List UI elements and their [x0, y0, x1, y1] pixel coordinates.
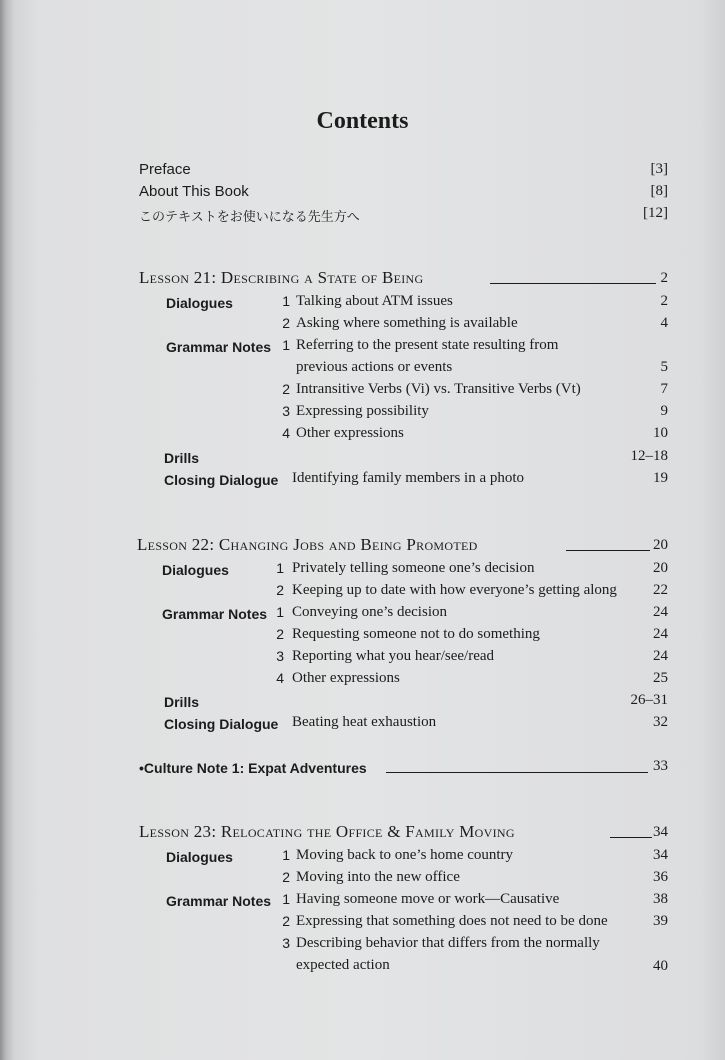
toc-entry-page: 10	[653, 425, 668, 441]
toc-entry: Reporting what you hear/see/read	[292, 648, 495, 664]
toc-teachers-note: このテキストをお使いになる先生方へ	[139, 210, 360, 225]
item-number: 2	[276, 582, 284, 598]
toc-entry: Other expressions	[296, 425, 404, 441]
lesson-23-heading: Lesson 23: Relocating the Office & Family Moving	[139, 822, 515, 841]
culture-note-page: 33	[653, 758, 668, 774]
toc-entry-page: 20	[653, 560, 668, 576]
item-number: 3	[282, 935, 290, 951]
toc-entry: Intransitive Verbs (Vi) vs. Transitive Verbs (Vt)	[296, 381, 581, 397]
toc-entry: Beating heat exhaustion	[292, 714, 437, 730]
section-label: Closing Dialogue	[164, 716, 279, 732]
toc-entry-page: 25	[653, 670, 668, 686]
culture-note: •Culture Note 1: Expat Adventures	[139, 760, 367, 776]
item-number: 1	[282, 847, 290, 863]
toc-entry-page: 39	[653, 913, 668, 929]
item-number: 2	[282, 869, 290, 885]
lesson-23-page: 34	[653, 824, 668, 840]
toc-entry-page: 2	[660, 293, 668, 309]
item-number: 4	[276, 670, 284, 686]
item-number: 3	[276, 648, 284, 664]
item-number: 1	[282, 293, 290, 309]
toc-entry: Moving into the new office	[296, 869, 460, 885]
toc-entry-page: 26–31	[630, 692, 668, 708]
toc-entry-page: 19	[653, 470, 668, 486]
toc-preface-page: [3]	[650, 161, 668, 177]
item-number: 1	[276, 604, 284, 620]
toc-entry: Expressing that something does not need to be done	[296, 913, 608, 929]
toc-entry-page: 38	[653, 891, 668, 907]
toc-entry: Talking about ATM issues	[296, 293, 453, 309]
lesson-22-page: 20	[653, 537, 668, 553]
item-number: 2	[282, 913, 290, 929]
item-number: 1	[282, 891, 290, 907]
toc-entry-page: 9	[660, 403, 668, 419]
toc-entry-continued: expected action	[296, 957, 390, 973]
section-label: Dialogues	[166, 295, 233, 311]
toc-entry-page: 34	[653, 847, 668, 863]
section-label: Closing Dialogue	[164, 472, 279, 488]
toc-teachers-note-page: [12]	[643, 205, 668, 221]
toc-entry: Having someone move or work—Causative	[296, 891, 560, 907]
lesson-21-heading: Lesson 21: Describing a State of Being	[139, 268, 424, 287]
toc-entry: Describing behavior that differs from the normally	[296, 935, 600, 951]
toc-entry-page: 24	[653, 604, 668, 620]
item-number: 3	[282, 403, 290, 419]
toc-entry-continued: previous actions or events	[296, 359, 453, 375]
toc-entry-page: 4	[660, 315, 668, 331]
toc-preface: Preface	[139, 161, 191, 178]
toc-entry-page: 24	[653, 648, 668, 664]
toc-entry: Asking where something is available	[296, 315, 518, 331]
lesson-21-page: 2	[660, 270, 668, 286]
section-label: Dialogues	[162, 562, 229, 578]
toc-entry: Other expressions	[292, 670, 400, 686]
lesson-22-heading: Lesson 22: Changing Jobs and Being Promoted	[137, 535, 478, 554]
section-label: Dialogues	[166, 849, 233, 865]
leader-line	[566, 550, 650, 551]
item-number: 2	[282, 315, 290, 331]
toc-about: About This Book	[139, 183, 249, 200]
section-label: Grammar Notes	[166, 893, 272, 909]
toc-entry-page: 22	[653, 582, 668, 598]
toc-entry: Referring to the present state resulting from	[296, 337, 559, 353]
item-number: 2	[282, 381, 290, 397]
toc-entry: Identifying family members in a photo	[292, 470, 525, 486]
toc-entry: Moving back to one’s home country	[296, 847, 514, 863]
page-title: Contents	[316, 108, 409, 134]
toc-entry-page: 32	[653, 714, 668, 730]
toc-about-page: [8]	[650, 183, 668, 199]
toc-entry-page: 36	[653, 869, 668, 885]
toc-entry-page: 12–18	[630, 448, 668, 464]
section-label: Grammar Notes	[162, 606, 268, 622]
toc-entry: Keeping up to date with how everyone’s getting along	[292, 582, 617, 598]
leader-line	[490, 283, 656, 284]
section-label: Drills	[164, 450, 200, 466]
toc-entry: Privately telling someone one’s decision	[292, 560, 535, 576]
toc-entry-page: 5	[660, 359, 668, 375]
item-number: 4	[282, 425, 290, 441]
section-label: Grammar Notes	[166, 339, 272, 355]
toc-entry: Conveying one’s decision	[292, 604, 447, 620]
toc-entry: Requesting someone not to do something	[292, 626, 540, 642]
item-number: 2	[276, 626, 284, 642]
section-label: Drills	[164, 694, 200, 710]
toc-entry-page: 40	[653, 958, 668, 974]
toc-entry-page: 24	[653, 626, 668, 642]
toc-entry: Expressing possibility	[296, 403, 429, 419]
item-number: 1	[276, 560, 284, 576]
item-number: 1	[282, 337, 290, 353]
toc-entry-page: 7	[660, 381, 668, 397]
leader-line	[386, 772, 648, 773]
